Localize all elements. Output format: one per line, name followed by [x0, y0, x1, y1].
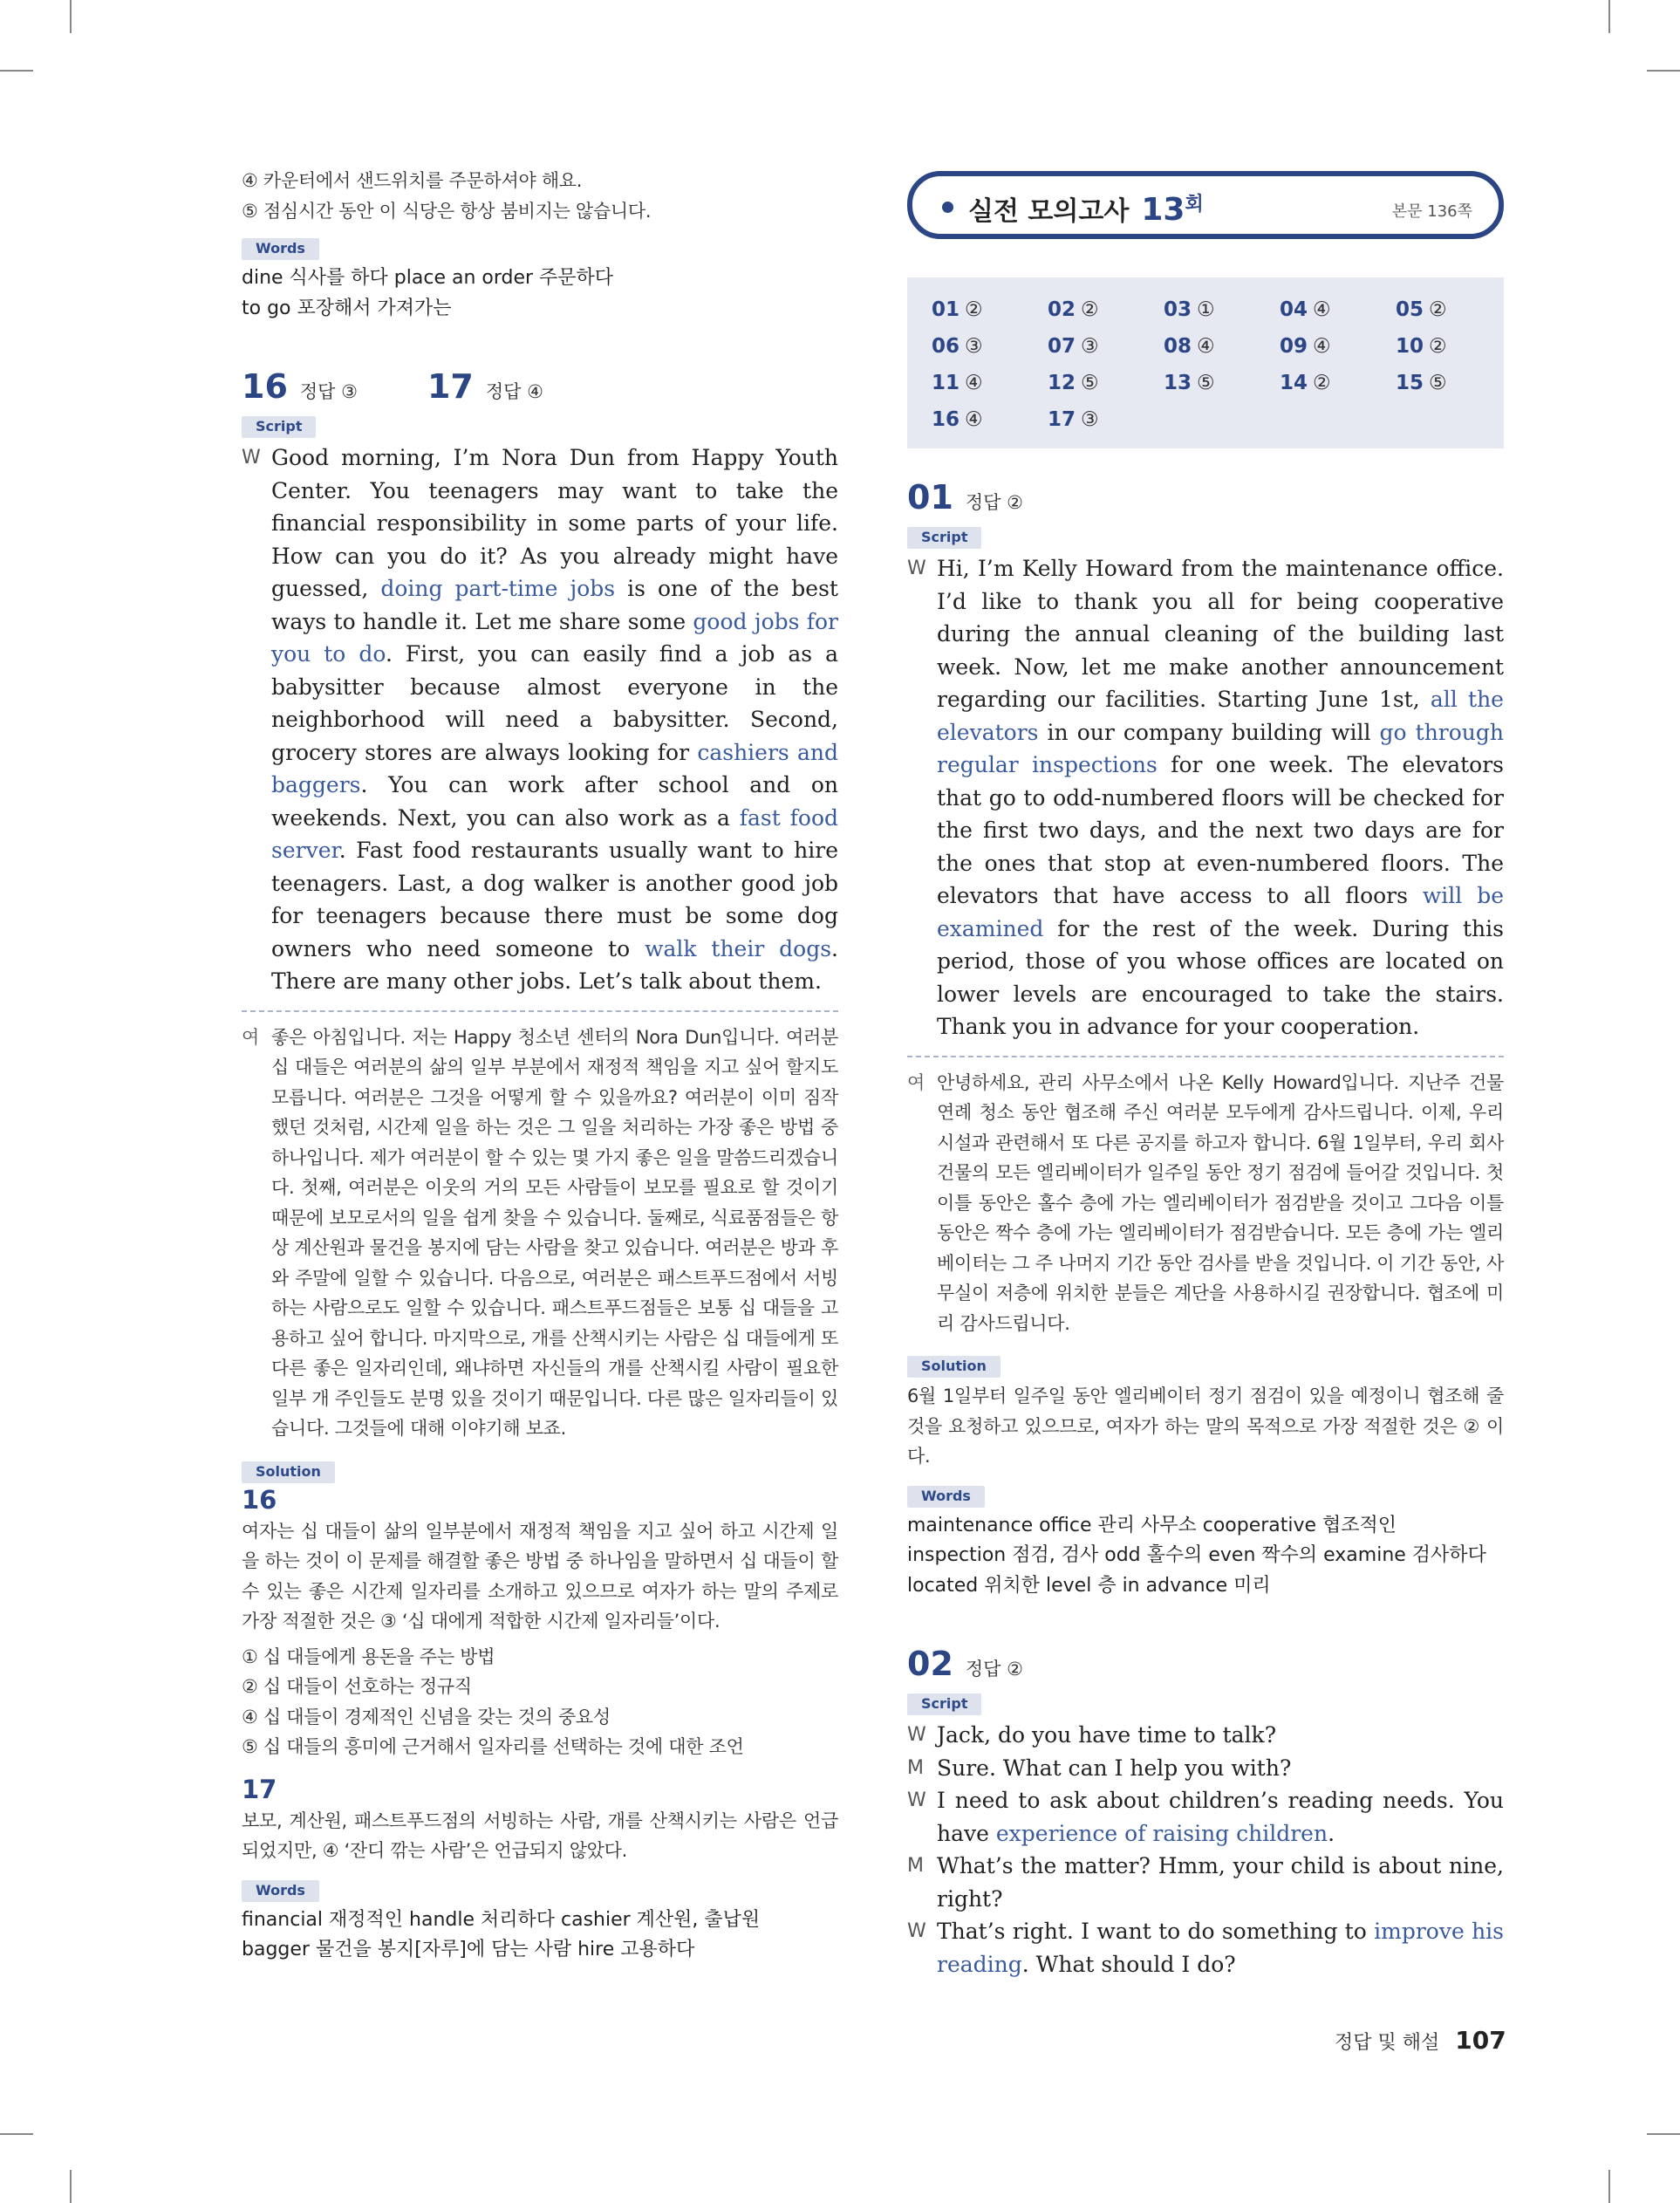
- answer-choice: ④: [1313, 335, 1331, 358]
- words-line: inspection 점검, 검사 odd 홀수의 even 짝수의 examine 검사하다: [907, 1544, 1486, 1566]
- highlight-phrase: improve his reading: [937, 1919, 1505, 1977]
- answer-question: 14: [1280, 372, 1308, 394]
- choices-top: [242, 166, 838, 226]
- words-list: [907, 1511, 1504, 1602]
- script-segment: for the rest of the week. During this period, those of you whose offices are located on lower levels are encouraged to take the stairs. Thank you in advance for your cooperation.: [937, 915, 1504, 1039]
- crop-mark: [0, 2133, 33, 2135]
- answer-label: 정답 ③: [299, 381, 358, 402]
- answer-question: 01: [932, 298, 960, 321]
- dialog-text: [937, 1752, 1504, 1785]
- choice-item: ⑤ 점심시간 동안 이 식당은 항상 붐비지는 않습니다.: [242, 200, 652, 222]
- answer-cell: [932, 408, 983, 431]
- script-segment: in our company building will: [1038, 719, 1380, 745]
- title-suffix: 회: [1185, 194, 1204, 216]
- choice-item: ⑤ 십 대들의 흥미에 근거해서 일자리를 선택하는 것에 대한 조언: [242, 1736, 744, 1757]
- script-passage: [242, 441, 838, 998]
- script-segment: Hi, I’m Kelly Howard from the maintenance office. I’d like to thank you all for being cooperative during the annual cleaning of the building last week. Now, let me make another announcement regarding our facilities. Starting June 1st,: [937, 556, 1504, 712]
- speaker-label: 여: [907, 1071, 925, 1093]
- script-badge: Script: [242, 416, 316, 438]
- words-line: maintenance office 관리 사무소 cooperative 협조적인: [907, 1514, 1397, 1536]
- answer-choice: ②: [965, 298, 983, 321]
- words-list: [242, 1905, 838, 1966]
- question-number: 02: [907, 1645, 953, 1683]
- dialog-script: [907, 1719, 1504, 1981]
- translation: [242, 1023, 838, 1444]
- answer-choice: ③: [965, 335, 983, 358]
- answer-choice: ④: [1197, 335, 1215, 358]
- answer-question: 03: [1164, 298, 1192, 321]
- answer-question: 13: [1164, 372, 1192, 394]
- dialog-text: [937, 1719, 1504, 1752]
- dialog-line: [907, 1915, 1504, 1981]
- crop-mark: [1647, 70, 1680, 72]
- crop-mark: [0, 70, 33, 72]
- title-number: 13: [1141, 192, 1185, 228]
- script-segment: I need to ask about children’s reading needs. You have: [937, 1788, 1504, 1846]
- answer-cell: [1280, 335, 1331, 358]
- crop-mark: [70, 2170, 72, 2203]
- dialog-text: [937, 1915, 1504, 1981]
- solution-choices: [242, 1642, 838, 1762]
- script-segment: . Fast food restaurants usually want to hire teenagers. Last, a dog walker is another good job for teenagers because there must be some dog owners who need someone to: [271, 838, 838, 961]
- speaker-label: W: [907, 1724, 926, 1746]
- answer-grid: [907, 277, 1504, 448]
- question-number: 17: [427, 367, 474, 406]
- answer-question: 12: [1048, 372, 1076, 394]
- answer-question: 04: [1280, 298, 1308, 321]
- test-title-box: [907, 171, 1504, 239]
- crop-mark: [1647, 2133, 1680, 2135]
- dialog-line: [907, 1784, 1504, 1850]
- highlight-phrase: will be examined: [937, 883, 1504, 941]
- answer-question: 09: [1280, 335, 1308, 358]
- bullet-icon: [942, 202, 953, 213]
- highlight-phrase: go through regular inspections: [937, 719, 1504, 777]
- answer-question: 07: [1048, 335, 1076, 358]
- highlight-phrase: all the elevators: [937, 687, 1504, 745]
- answer-cell: [932, 298, 983, 321]
- highlight-phrase: doing part-time jobs: [380, 576, 616, 601]
- answer-question: 02: [1048, 298, 1076, 321]
- script-passage: [907, 552, 1504, 1043]
- question-number: 16: [242, 367, 288, 406]
- answer-cell: [1164, 298, 1215, 321]
- right-column: [907, 478, 1504, 1981]
- answer-cell: [932, 335, 983, 358]
- script-segment: for one week. The elevators that go to odd-numbered floors will be checked for the first two days, and the next two days are for the ones that stop at even-numbered floors. The elevators that have access to all floors: [937, 752, 1504, 908]
- words-line: dine 식사를 하다 place an order 주문하다: [242, 267, 614, 289]
- highlight-phrase: walk their dogs: [645, 935, 832, 961]
- answer-choice: ③: [1081, 408, 1099, 431]
- question-heading: [242, 367, 838, 406]
- answer-choice: ②: [1429, 335, 1447, 358]
- answer-choice: ⑤: [1429, 372, 1447, 394]
- answer-question: 16: [932, 408, 960, 431]
- answer-question: 10: [1396, 335, 1424, 358]
- choice-item: ④ 카운터에서 샌드위치를 주문하셔야 해요.: [242, 170, 583, 191]
- footer-label: 정답 및 해설: [1335, 2032, 1440, 2054]
- solution-number: 17: [242, 1774, 277, 1804]
- answer-choice: ②: [1081, 298, 1099, 321]
- script-segment: .: [1328, 1820, 1335, 1846]
- answer-cell: [1164, 372, 1215, 394]
- solution-number: 16: [242, 1484, 277, 1515]
- answer-choice: ①: [1197, 298, 1215, 321]
- crop-mark: [70, 0, 72, 33]
- dialog-text: [937, 1850, 1504, 1915]
- dialog-line: [907, 1719, 1504, 1752]
- answer-question: 15: [1396, 372, 1424, 394]
- answer-choice: ④: [965, 408, 983, 431]
- speaker-label: W: [907, 558, 926, 579]
- answer-cell: [1164, 335, 1215, 358]
- choice-item: ④ 십 대들이 경제적인 신념을 갖는 것의 중요성: [242, 1706, 611, 1728]
- answer-choice: ⑤: [1197, 372, 1215, 394]
- script-segment: Jack, do you have time to talk?: [937, 1722, 1277, 1748]
- choice-item: ② 십 대들이 선호하는 정규직: [242, 1676, 472, 1697]
- dialog-line: [907, 1850, 1504, 1915]
- script-segment: What’s the matter? Hmm, your child is about nine, right?: [937, 1853, 1504, 1912]
- page-footer: [1335, 2026, 1506, 2055]
- answer-label: 정답 ②: [965, 492, 1023, 513]
- translation-text: 안녕하세요, 관리 사무소에서 나온 Kelly Howard입니다. 지난주 건물 연례 청소 동안 협조해 주신 여러분 모두에게 감사드립니다. 이제, 우리 시설과 관련해서 또 다른 공지를 하고자 합니다. 6월 1일부터, 우리 회사 건물의 모든 엘리베이터가 일주일 동안 정기 점검에 들어갈 것입니다. 첫 이틀 동안은 홀수 층에 가는 엘리베이터가 점검받을 것이고 그다음 이틀 동안은 짝수 층에 가는 엘리베이터가 점검받습니다. 모든 층에 가는 엘리베이터는 그 주 나머지 기간 동안 검사를 받을 것입니다. 이 기간 동안, 사무실이 저층에 위치한 분들은 계단을 사용하시길 권장합니다. 협조에 미리 감사드립니다.: [937, 1071, 1504, 1334]
- script-segment: Good morning, I’m Nora Dun from Happy Youth Center. You teenagers may want to take the financial responsibility in some parts of your life. How can you do it? As you already might have guessed,: [271, 445, 838, 601]
- speaker-label: 여: [242, 1026, 259, 1048]
- script-badge: Script: [907, 527, 981, 549]
- answer-cell: [1396, 372, 1447, 394]
- highlight-phrase: fast food server: [271, 804, 839, 863]
- dialog-text: [937, 1784, 1504, 1850]
- solution-text: 6월 1일부터 일주일 동안 엘리베이터 정기 점검이 있을 예정이니 협조해 줄 것을 요청하고 있으므로, 여자가 하는 말의 목적으로 가장 적절한 것은 ② 이다.: [907, 1385, 1504, 1467]
- question-heading: [907, 478, 1504, 517]
- words-line: located 위치한 level 층 in advance 미리: [907, 1574, 1271, 1597]
- answer-cell: [1396, 298, 1447, 321]
- translation-text: 좋은 아침입니다. 저는 Happy 청소년 센터의 Nora Dun입니다. 여러분 십 대들은 여러분의 삶의 일부 부분에서 재정적 책임을 지고 싶어 할지도 모릅니다. 여러분은 그것을 어떻게 할 수 있을까요? 여러분이 이미 짐작했던 것처럼, 시간제 일을 하는 것은 그 일을 처리하는 가장 좋은 방법 중 하나입니다. 제가 여러분이 할 수 있는 몇 가지 좋은 일을 말씀드리겠습니다. 첫째, 여러분은 이웃의 거의 모든 사람들이 보모를 필요로 할 것이기 때문에 보모로서의 일을 쉽게 찾을 수 있습니다. 둘째로, 식료품점들은 항상 계산원과 물건을 봉지에 담는 사람을 찾고 있습니다. 여러분은 방과 후와 주말에 일할 수 있습니다. 다음으로, 여러분은 패스트푸드점에서 서빙하는 사람으로도 일할 수 있습니다. 패스트푸드점들은 보통 십 대들을 고용하고 싶어 합니다. 마지막으로, 개를 산책시키는 사람은 십 대들에게 또 다른 좋은 일자리인데, 왜냐하면 자신들의 개를 산책시킬 사람이 필요한 일부 개 주인들도 분명 있을 것이기 때문입니다. 다른 많은 일자리들이 있습니다. 그것들에 대해 이야기해 보죠.: [271, 1026, 838, 1439]
- script-segment: . There are many other jobs. Let’s talk about them.: [271, 935, 838, 994]
- highlight-phrase: cashiers and baggers: [271, 739, 838, 797]
- answer-question: 06: [932, 335, 960, 358]
- question-heading: [907, 1645, 1504, 1683]
- crop-mark: [1608, 0, 1610, 33]
- answer-cell: [932, 372, 983, 394]
- words-line: financial 재정적인 handle 처리하다 cashier 계산원, 출납원: [242, 1908, 761, 1931]
- speaker-label: W: [907, 1789, 926, 1811]
- answer-choice: ③: [1081, 335, 1099, 358]
- answer-label: 정답 ④: [485, 381, 543, 402]
- words-list: [242, 263, 838, 324]
- test-title: [968, 189, 1204, 228]
- words-line: bagger 물건을 봉지[자루]에 담는 사람 hire 고용하다: [242, 1939, 695, 1960]
- crop-mark: [1608, 2170, 1610, 2203]
- answer-question: 05: [1396, 298, 1424, 321]
- left-column: [242, 166, 838, 1966]
- solution-text: 보모, 계산원, 패스트푸드점의 서빙하는 사람, 개를 산책시키는 사람은 언급되었지만, ④ ‘잔디 깎는 사람’은 언급되지 않았다.: [242, 1810, 838, 1861]
- page-number: 107: [1455, 2026, 1506, 2055]
- solution-badge: Solution: [907, 1356, 1000, 1378]
- divider: [907, 1056, 1504, 1057]
- answer-cell: [1048, 298, 1099, 321]
- script-text: [937, 552, 1504, 1043]
- answer-cell: [1048, 408, 1099, 431]
- speaker-label: M: [907, 1756, 924, 1779]
- answer-choice: ②: [1313, 372, 1331, 394]
- divider: [242, 1010, 838, 1012]
- answer-cell: [1280, 298, 1331, 321]
- answer-label: 정답 ②: [965, 1659, 1023, 1680]
- answer-cell: [1396, 335, 1447, 358]
- words-badge: Words: [242, 1880, 319, 1902]
- answer-question: 08: [1164, 335, 1192, 358]
- speaker-label: M: [907, 1855, 924, 1877]
- title-text: 실전 모의고사: [968, 196, 1130, 227]
- script-segment: That’s right. I want to do something to: [937, 1919, 1375, 1944]
- script-badge: Script: [907, 1693, 981, 1715]
- question-number: 01: [907, 478, 953, 517]
- answer-choice: ⑤: [1081, 372, 1099, 394]
- script-segment: . What should I do?: [1021, 1951, 1236, 1977]
- speaker-label: W: [242, 447, 261, 469]
- solution-badge: Solution: [242, 1461, 335, 1483]
- translation: [907, 1068, 1504, 1339]
- answer-choice: ②: [1429, 298, 1447, 321]
- answer-choice: ④: [965, 372, 983, 394]
- page-reference: 본문 136쪽: [1391, 202, 1472, 221]
- script-segment: is one of the best ways to handle it. Let me share some: [271, 576, 838, 634]
- answer-cell: [1048, 372, 1099, 394]
- script-segment: . First, you can easily find a job as a babysitter because almost everyone in the neighborhood will need a babysitter. Second, grocery stores are always looking for: [271, 641, 838, 765]
- highlight-phrase: good jobs for you to do: [271, 608, 838, 667]
- dialog-line: [907, 1752, 1504, 1785]
- words-line: to go 포장해서 가져가는: [242, 297, 452, 319]
- solution-text: 여자는 십 대들이 삶의 일부분에서 재정적 책임을 지고 싶어 하고 시간제 일을 하는 것이 이 문제를 해결할 좋은 방법 중 하나임을 말하면서 십 대들이 할 수 있는 좋은 시간제 일자리를 소개하고 있으므로 여자가 하는 말의 주제로 가장 적절한 것은 ③ ‘십 대에게 적합한 시간제 일자리들’이다.: [242, 1520, 838, 1632]
- answer-choice: ④: [1313, 298, 1331, 321]
- script-segment: Sure. What can I help you with?: [937, 1755, 1292, 1781]
- answer-cell: [1048, 335, 1099, 358]
- words-badge: Words: [242, 238, 319, 260]
- words-badge: Words: [907, 1486, 985, 1508]
- choice-item: ① 십 대들에게 용돈을 주는 방법: [242, 1645, 495, 1667]
- script-text: [271, 441, 838, 998]
- script-segment: . You can work after school and on weekends. Next, you can also work as a: [271, 772, 838, 831]
- speaker-label: W: [907, 1920, 926, 1942]
- answer-cell: [1280, 372, 1331, 394]
- answer-question: 11: [932, 372, 960, 394]
- answer-question: 17: [1048, 408, 1076, 431]
- highlight-phrase: experience of raising children: [995, 1820, 1328, 1846]
